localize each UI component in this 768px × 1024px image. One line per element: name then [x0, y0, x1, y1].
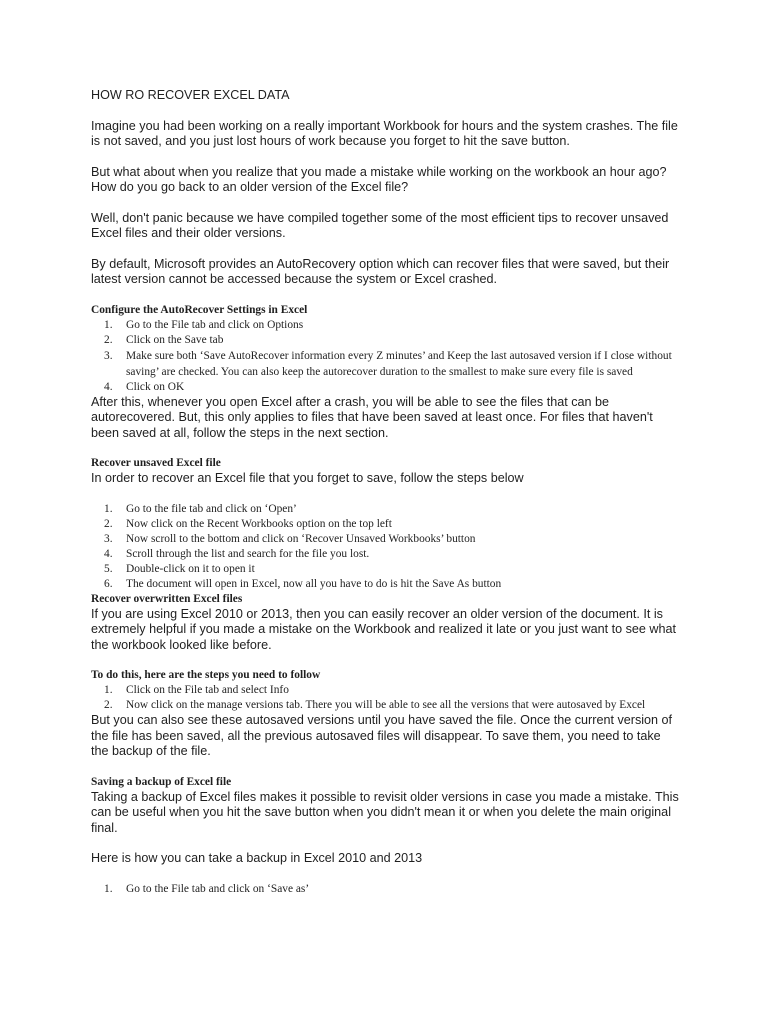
list-item: 6. The document will open in Excel, now all you have to do is hit the Save As button: [104, 577, 502, 590]
list-item: 1. Go to the file tab and click on ‘Open’: [104, 502, 297, 515]
document-title: HOW RO RECOVER EXCEL DATA: [91, 88, 290, 102]
versions-steps-list: [91, 683, 681, 713]
list-item: 1. Go to the File tab and click on Options: [104, 318, 304, 331]
backup-steps-list: [91, 882, 681, 897]
section-heading-recover-unsaved: Recover unsaved Excel file: [91, 457, 221, 469]
list-item: 1. Click on the File tab and select Info: [104, 684, 289, 696]
section-heading-recover-overwritten: Recover overwritten Excel files: [91, 592, 243, 605]
recover-overwritten-paragraph: If you are using Excel 2010 or 2013, then you can easily recover an older version of the document. It is extremely helpful if you made a mistake on the Workbook and realized it late or you just want to see what the workbook looked like before.: [91, 606, 676, 652]
section-heading-saving-backup: Saving a backup of Excel file: [91, 775, 232, 788]
autorecover-steps-list: [91, 318, 681, 395]
list-item: 2. Now click on the Recent Workbooks option on the top left: [104, 517, 392, 530]
recover-unsaved-steps-list: [91, 502, 681, 592]
list-item: 1. Go to the File tab and click on ‘Save as’: [104, 882, 310, 895]
list-item: 2. Click on the Save tab: [104, 333, 224, 346]
autorecover-after-paragraph: After this, whenever you open Excel after a crash, you will be able to see the files that can be autorecovered. But, this only applies to files that have been saved at least once. For files that haven't been saved at all, follow the steps in the next section.: [91, 394, 653, 440]
list-item: 3. Make sure both ‘Save AutoRecover information every Z minutes’ and Keep the last autosaved version if I close without saving’ are checked. You can also keep the autorecover duration to the smallest to make sure every file is saved: [104, 349, 672, 378]
intro-paragraph-1: Imagine you had been working on a really important Workbook for hours and the system crashes. The file is not saved, and you just lost hours of work because you forget to hit the save button.: [91, 118, 678, 148]
intro-paragraph-3: Well, don't panic because we have compiled together some of the most efficient tips to recover unsaved Excel files and their older versions.: [91, 210, 669, 240]
versions-after-paragraph: But you can also see these autosaved versions until you have saved the file. Once the current version of the file has been saved, all the previous autosaved files will disappear. To save them, you need to take the backup of the file.: [91, 713, 673, 758]
saving-backup-paragraph: Taking a backup of Excel files makes it possible to revisit older versions in case you made a mistake. This can be useful when you hit the save button when you didn't mean it or when you delete the main original final.: [91, 789, 679, 835]
list-item: 5. Double-click on it to open it: [104, 562, 255, 575]
list-item: 4. Scroll through the list and search for the file you lost.: [104, 547, 370, 560]
recover-unsaved-intro: In order to recover an Excel file that you forget to save, follow the steps below: [91, 471, 524, 485]
list-item: 4. Click on OK: [104, 380, 185, 393]
intro-paragraph-2: But what about when you realize that you made a mistake while working on the workbook an hour ago? How do you go back to an older version of the Excel file?: [91, 164, 667, 194]
section-heading-autorecover: Configure the AutoRecover Settings in Excel: [91, 303, 308, 316]
list-item: 2. Now click on the manage versions tab. There you will be able to see all the versions that were autosaved by Excel: [104, 699, 646, 711]
backup-intro-paragraph: Here is how you can take a backup in Excel 2010 and 2013: [91, 851, 423, 865]
intro-paragraph-4: By default, Microsoft provides an AutoRecovery option which can recover files that were saved, but their latest version cannot be accessed because the system or Excel crashed.: [91, 256, 670, 286]
list-item: 3. Now scroll to the bottom and click on ‘Recover Unsaved Workbooks’ button: [104, 532, 476, 545]
section-heading-steps-to-follow: To do this, here are the steps you need to follow: [91, 669, 321, 681]
document-page: [91, 88, 681, 897]
